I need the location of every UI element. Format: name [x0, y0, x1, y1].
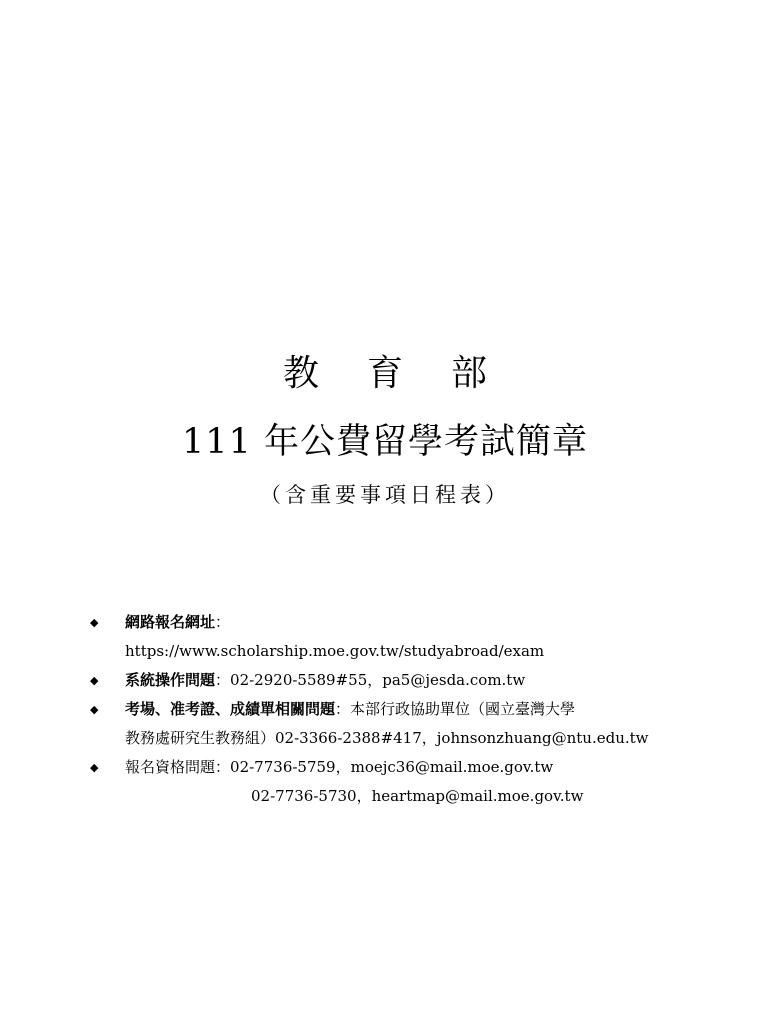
- diamond-bullet-icon: ◆: [90, 616, 99, 629]
- diamond-bullet-icon: ◆: [90, 761, 99, 774]
- registration-url-label: 網路報名網址: [125, 613, 216, 631]
- eligibility-separator: ：: [215, 758, 231, 776]
- registration-url-link[interactable]: https://www.scholarship.moe.gov.tw/studyabroad/exam: [125, 642, 545, 660]
- list-item-eligibility: [88, 753, 708, 811]
- eligibility-label: 報名資格問題: [125, 758, 216, 776]
- system-operation-separator: ：: [215, 671, 231, 689]
- exam-venue-contact-line2: 教務處研究生教務組）02-3366-2388#417，johnsonzhuang@ntu.edu.tw: [125, 729, 649, 747]
- exam-venue-separator: ：: [335, 700, 351, 718]
- page-title: 111 年公費留學考試簡章: [182, 422, 588, 462]
- exam-venue-contact: 本部行政協助單位（國立臺灣大學: [350, 700, 576, 718]
- contact-list: [88, 608, 708, 811]
- page-subtitle: （含重要事項日程表）: [260, 483, 510, 507]
- list-item-system-operation: [88, 666, 708, 695]
- list-item-registration-url: [88, 608, 708, 666]
- diamond-bullet-icon: ◆: [90, 674, 99, 687]
- eligibility-contact-line2: 02-7736-5730，heartmap@mail.moe.gov.tw: [251, 787, 584, 805]
- registration-url-separator: ：: [215, 613, 231, 631]
- eligibility-contact: 02-7736-5759，moejc36@mail.moe.gov.tw: [230, 758, 554, 776]
- ministry-heading: 教育部: [282, 353, 535, 394]
- list-item-exam-venue: [88, 695, 708, 753]
- diamond-bullet-icon: ◆: [90, 703, 99, 716]
- system-operation-contact: 02-2920-5589#55，pa5@jesda.com.tw: [230, 671, 526, 689]
- exam-venue-label: 考場、准考證、成績單相關問題: [125, 700, 336, 718]
- system-operation-label: 系統操作問題: [125, 671, 216, 689]
